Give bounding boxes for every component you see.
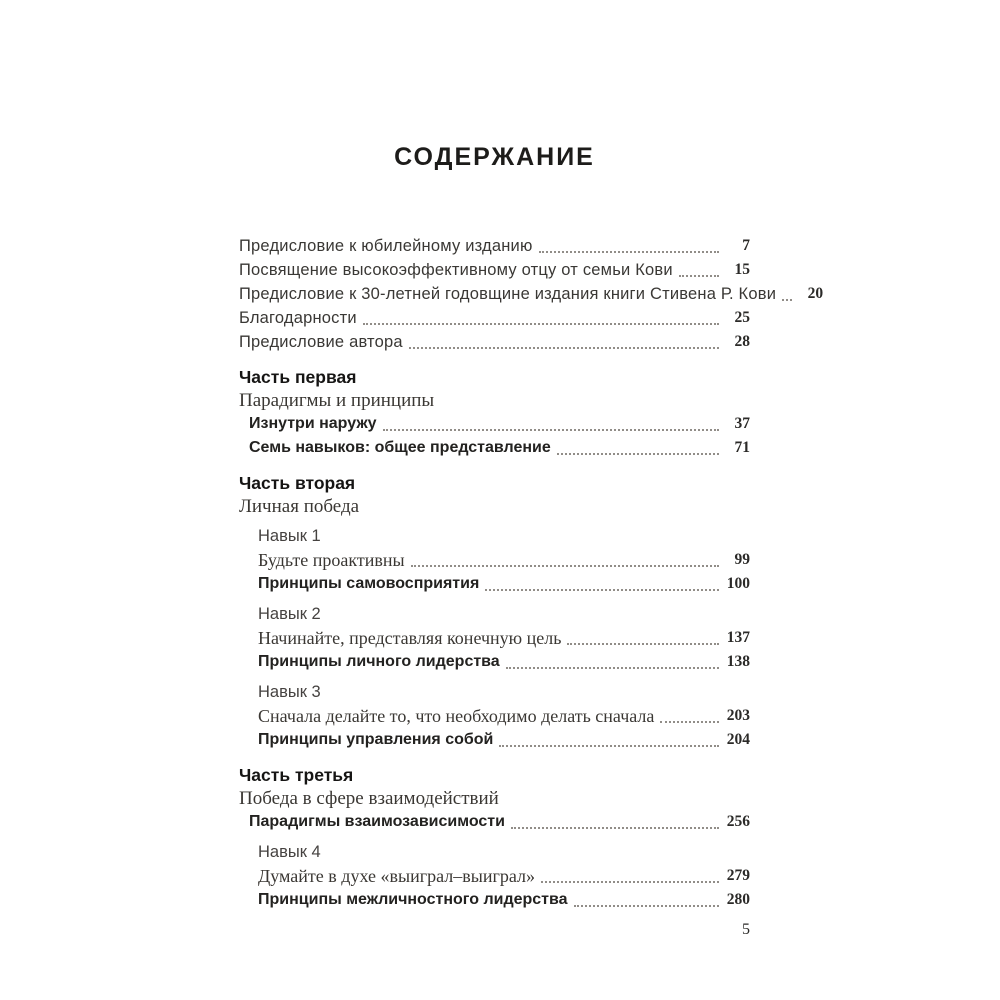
toc-entry-page: 25 [734, 309, 750, 326]
toc-entry-page: 20 [807, 285, 824, 302]
toc-entry-label: Предисловие к 30-летней годовщине издания книги Стивена Р. Кови [239, 285, 777, 303]
habit-label-text: Навык 3 [258, 683, 321, 701]
toc-entry [239, 258, 750, 282]
toc-list [239, 234, 824, 912]
toc-entry-page: 7 [742, 237, 750, 254]
dot-leader [567, 643, 719, 645]
toc-entry-page: 15 [734, 261, 750, 278]
toc-entry [239, 864, 750, 888]
dot-leader [409, 347, 719, 349]
part-heading-label: Часть третья [239, 765, 354, 785]
toc-entry-label: Принципы личного лидерства [258, 653, 500, 670]
toc-entry [239, 234, 750, 258]
part-heading [239, 365, 750, 389]
page-content [239, 0, 824, 912]
dot-leader [782, 299, 792, 301]
dot-leader [411, 565, 719, 567]
toc-entry [239, 704, 750, 728]
dot-leader [485, 589, 719, 591]
part-heading-label: Часть вторая [239, 473, 356, 493]
toc-entry-label: Думайте в духе «выиграл–выиграл» [258, 866, 535, 886]
toc-entry-page: 137 [726, 629, 750, 646]
part-subtitle [239, 495, 750, 518]
dot-leader [541, 881, 719, 883]
toc-entry-page: 280 [726, 891, 750, 908]
toc-entry-label: Принципы самовосприятия [258, 575, 480, 592]
part-subtitle [239, 787, 750, 810]
part-subtitle-label: Личная победа [239, 496, 360, 517]
toc-entry [239, 572, 750, 596]
toc-entry [239, 306, 750, 330]
part-heading [239, 763, 750, 787]
dot-leader [499, 745, 719, 747]
toc-entry-page: 138 [726, 653, 750, 670]
page-number: 5 [742, 921, 750, 938]
toc-entry-page: 204 [726, 731, 750, 748]
toc-entry-page: 28 [734, 333, 750, 350]
habit-label [239, 602, 750, 626]
toc-entry [239, 888, 750, 912]
dot-leader [363, 323, 719, 325]
toc-entry [239, 650, 750, 674]
page-title: СОДЕРЖАНИЕ [394, 143, 595, 171]
toc-entry-label: Предисловие автора [239, 333, 403, 351]
dot-leader [383, 429, 719, 431]
dot-leader [557, 453, 719, 455]
habit-label-text: Навык 4 [258, 843, 321, 861]
toc-entry-page: 71 [734, 439, 750, 456]
toc-entry [239, 626, 750, 650]
part-subtitle [239, 389, 750, 412]
habit-label [239, 524, 750, 548]
toc-entry-label: Принципы управления собой [258, 731, 494, 748]
dot-leader [539, 251, 719, 253]
toc-entry [239, 282, 824, 306]
toc-entry-page: 37 [734, 415, 750, 432]
toc-entry-label: Будьте проактивны [258, 550, 405, 570]
toc-entry-page: 279 [726, 867, 750, 884]
habit-label [239, 680, 750, 704]
dot-leader [511, 827, 719, 829]
dot-leader [660, 721, 719, 723]
toc-entry-label: Начинайте, представляя конечную цель [258, 628, 562, 648]
habit-label-text: Навык 1 [258, 527, 321, 545]
habit-label-text: Навык 2 [258, 605, 321, 623]
dot-leader [506, 667, 719, 669]
toc-entry-page: 99 [734, 551, 750, 568]
toc-entry [239, 436, 750, 460]
toc-entry-page: 256 [726, 813, 750, 830]
toc-entry [239, 810, 750, 834]
toc-entry-label: Парадигмы взаимозависимости [249, 813, 505, 830]
toc-entry-label: Благодарности [239, 309, 357, 327]
part-subtitle-label: Победа в сфере взаимодействий [239, 788, 499, 809]
habit-label [239, 840, 750, 864]
toc-entry-label: Предисловие к юбилейному изданию [239, 237, 533, 255]
toc-entry-label: Сначала делайте то, что необходимо делать сначала [258, 706, 655, 726]
toc-entry [239, 728, 750, 752]
toc-entry [239, 548, 750, 572]
toc-entry-page: 203 [726, 707, 750, 724]
toc-entry [239, 330, 750, 354]
dot-leader [574, 905, 719, 907]
toc-entry-label: Принципы межличностного лидерства [258, 891, 568, 908]
toc-entry-label: Семь навыков: общее представление [249, 439, 551, 456]
toc-entry-label: Посвящение высокоэффективному отцу от семьи Кови [239, 261, 673, 279]
dot-leader [679, 275, 719, 277]
toc-entry-page: 100 [726, 575, 750, 592]
toc-entry-label: Изнутри наружу [249, 415, 377, 432]
part-heading [239, 471, 750, 495]
part-heading-label: Часть первая [239, 367, 357, 387]
part-subtitle-label: Парадигмы и принципы [239, 390, 435, 411]
toc-entry [239, 412, 750, 436]
